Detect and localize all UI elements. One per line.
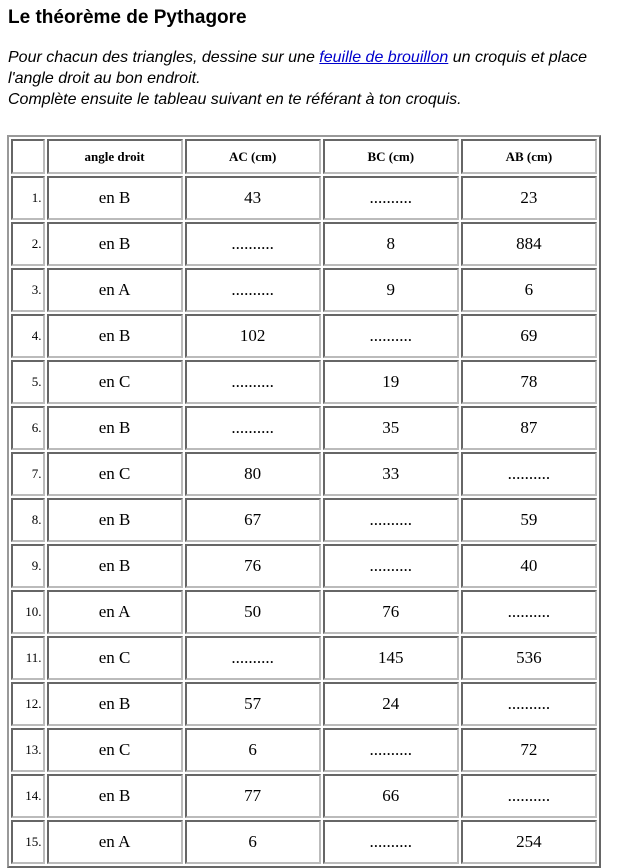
cell-right-angle: en B (47, 406, 183, 450)
cell-bc: 33 (323, 452, 459, 496)
cell-right-angle: en B (47, 774, 183, 818)
cell-right-angle: en C (47, 452, 183, 496)
cell-ab: .......... (461, 774, 597, 818)
row-number: 15. (11, 820, 45, 864)
cell-right-angle: en A (47, 820, 183, 864)
table-row (11, 682, 597, 726)
cell-ac: 102 (185, 314, 321, 358)
table-row (11, 360, 597, 404)
cell-right-angle: en B (47, 222, 183, 266)
row-number: 7. (11, 452, 45, 496)
cell-ac: 77 (185, 774, 321, 818)
row-number: 2. (11, 222, 45, 266)
cell-bc: .......... (323, 728, 459, 772)
cell-right-angle: en A (47, 268, 183, 312)
cell-bc: 66 (323, 774, 459, 818)
row-number: 6. (11, 406, 45, 450)
page-title: Le théorème de Pythagore (8, 7, 247, 28)
cell-ab: .......... (461, 682, 597, 726)
cell-ab: 87 (461, 406, 597, 450)
table-row (11, 452, 597, 496)
cell-ab: 254 (461, 820, 597, 864)
header-right-angle: angle droit (47, 139, 183, 174)
cell-right-angle: en B (47, 314, 183, 358)
cell-ac: .......... (185, 222, 321, 266)
table-row (11, 728, 597, 772)
cell-right-angle: en B (47, 544, 183, 588)
row-number: 12. (11, 682, 45, 726)
header-bc: BC (cm) (323, 139, 459, 174)
table-row (11, 498, 597, 542)
cell-ac: .......... (185, 268, 321, 312)
cell-bc: .......... (323, 544, 459, 588)
row-number: 10. (11, 590, 45, 634)
cell-bc: 8 (323, 222, 459, 266)
cell-bc: .......... (323, 176, 459, 220)
table-row (11, 268, 597, 312)
cell-ac: 76 (185, 544, 321, 588)
table-row (11, 406, 597, 450)
cell-ac: .......... (185, 360, 321, 404)
cell-ab: 69 (461, 314, 597, 358)
cell-ab: 6 (461, 268, 597, 312)
cell-ac: 80 (185, 452, 321, 496)
cell-right-angle: en B (47, 176, 183, 220)
cell-ab: 884 (461, 222, 597, 266)
cell-ab: 78 (461, 360, 597, 404)
table-row (11, 176, 597, 220)
cell-bc: 19 (323, 360, 459, 404)
row-number: 5. (11, 360, 45, 404)
table-header-row (11, 139, 597, 174)
cell-ac: 50 (185, 590, 321, 634)
instructions (8, 47, 628, 110)
table-row (11, 774, 597, 818)
instructions-text-start: Pour chacun des triangles, dessine sur une (8, 49, 320, 66)
cell-ab: .......... (461, 452, 597, 496)
cell-ab: 23 (461, 176, 597, 220)
header-ab: AB (cm) (461, 139, 597, 174)
cell-right-angle: en B (47, 498, 183, 542)
cell-right-angle: en C (47, 728, 183, 772)
row-number: 14. (11, 774, 45, 818)
cell-ac: 57 (185, 682, 321, 726)
instructions-text-end: un croquis et place l'angle droit au bon endroit. (8, 49, 588, 87)
cell-bc: .......... (323, 820, 459, 864)
cell-bc: 24 (323, 682, 459, 726)
cell-bc: .......... (323, 498, 459, 542)
table-row (11, 314, 597, 358)
cell-right-angle: en B (47, 682, 183, 726)
row-number: 13. (11, 728, 45, 772)
cell-ac: .......... (185, 636, 321, 680)
cell-bc: 35 (323, 406, 459, 450)
cell-bc: 145 (323, 636, 459, 680)
cell-right-angle: en C (47, 360, 183, 404)
cell-ab: 40 (461, 544, 597, 588)
cell-bc: .......... (323, 314, 459, 358)
row-number: 3. (11, 268, 45, 312)
cell-ac: .......... (185, 406, 321, 450)
cell-ab: 59 (461, 498, 597, 542)
table-row (11, 590, 597, 634)
cell-right-angle: en A (47, 590, 183, 634)
cell-ac: 6 (185, 820, 321, 864)
cell-ab: .......... (461, 590, 597, 634)
cell-bc: 76 (323, 590, 459, 634)
cell-bc: 9 (323, 268, 459, 312)
instructions-line-2: Complète ensuite le tableau suivant en te référant à ton croquis. (8, 91, 462, 108)
header-ac: AC (cm) (185, 139, 321, 174)
table-row (11, 820, 597, 864)
table-row (11, 544, 597, 588)
cell-ab: 536 (461, 636, 597, 680)
row-number: 9. (11, 544, 45, 588)
row-number: 1. (11, 176, 45, 220)
cell-right-angle: en C (47, 636, 183, 680)
cell-ab: 72 (461, 728, 597, 772)
cell-ac: 6 (185, 728, 321, 772)
table-row (11, 222, 597, 266)
header-number (11, 139, 45, 174)
table-row (11, 636, 597, 680)
row-number: 11. (11, 636, 45, 680)
draft-sheet-link[interactable]: feuille de brouillon (319, 49, 449, 66)
cell-ac: 43 (185, 176, 321, 220)
cell-ac: 67 (185, 498, 321, 542)
row-number: 8. (11, 498, 45, 542)
exercise-table (7, 135, 601, 868)
row-number: 4. (11, 314, 45, 358)
